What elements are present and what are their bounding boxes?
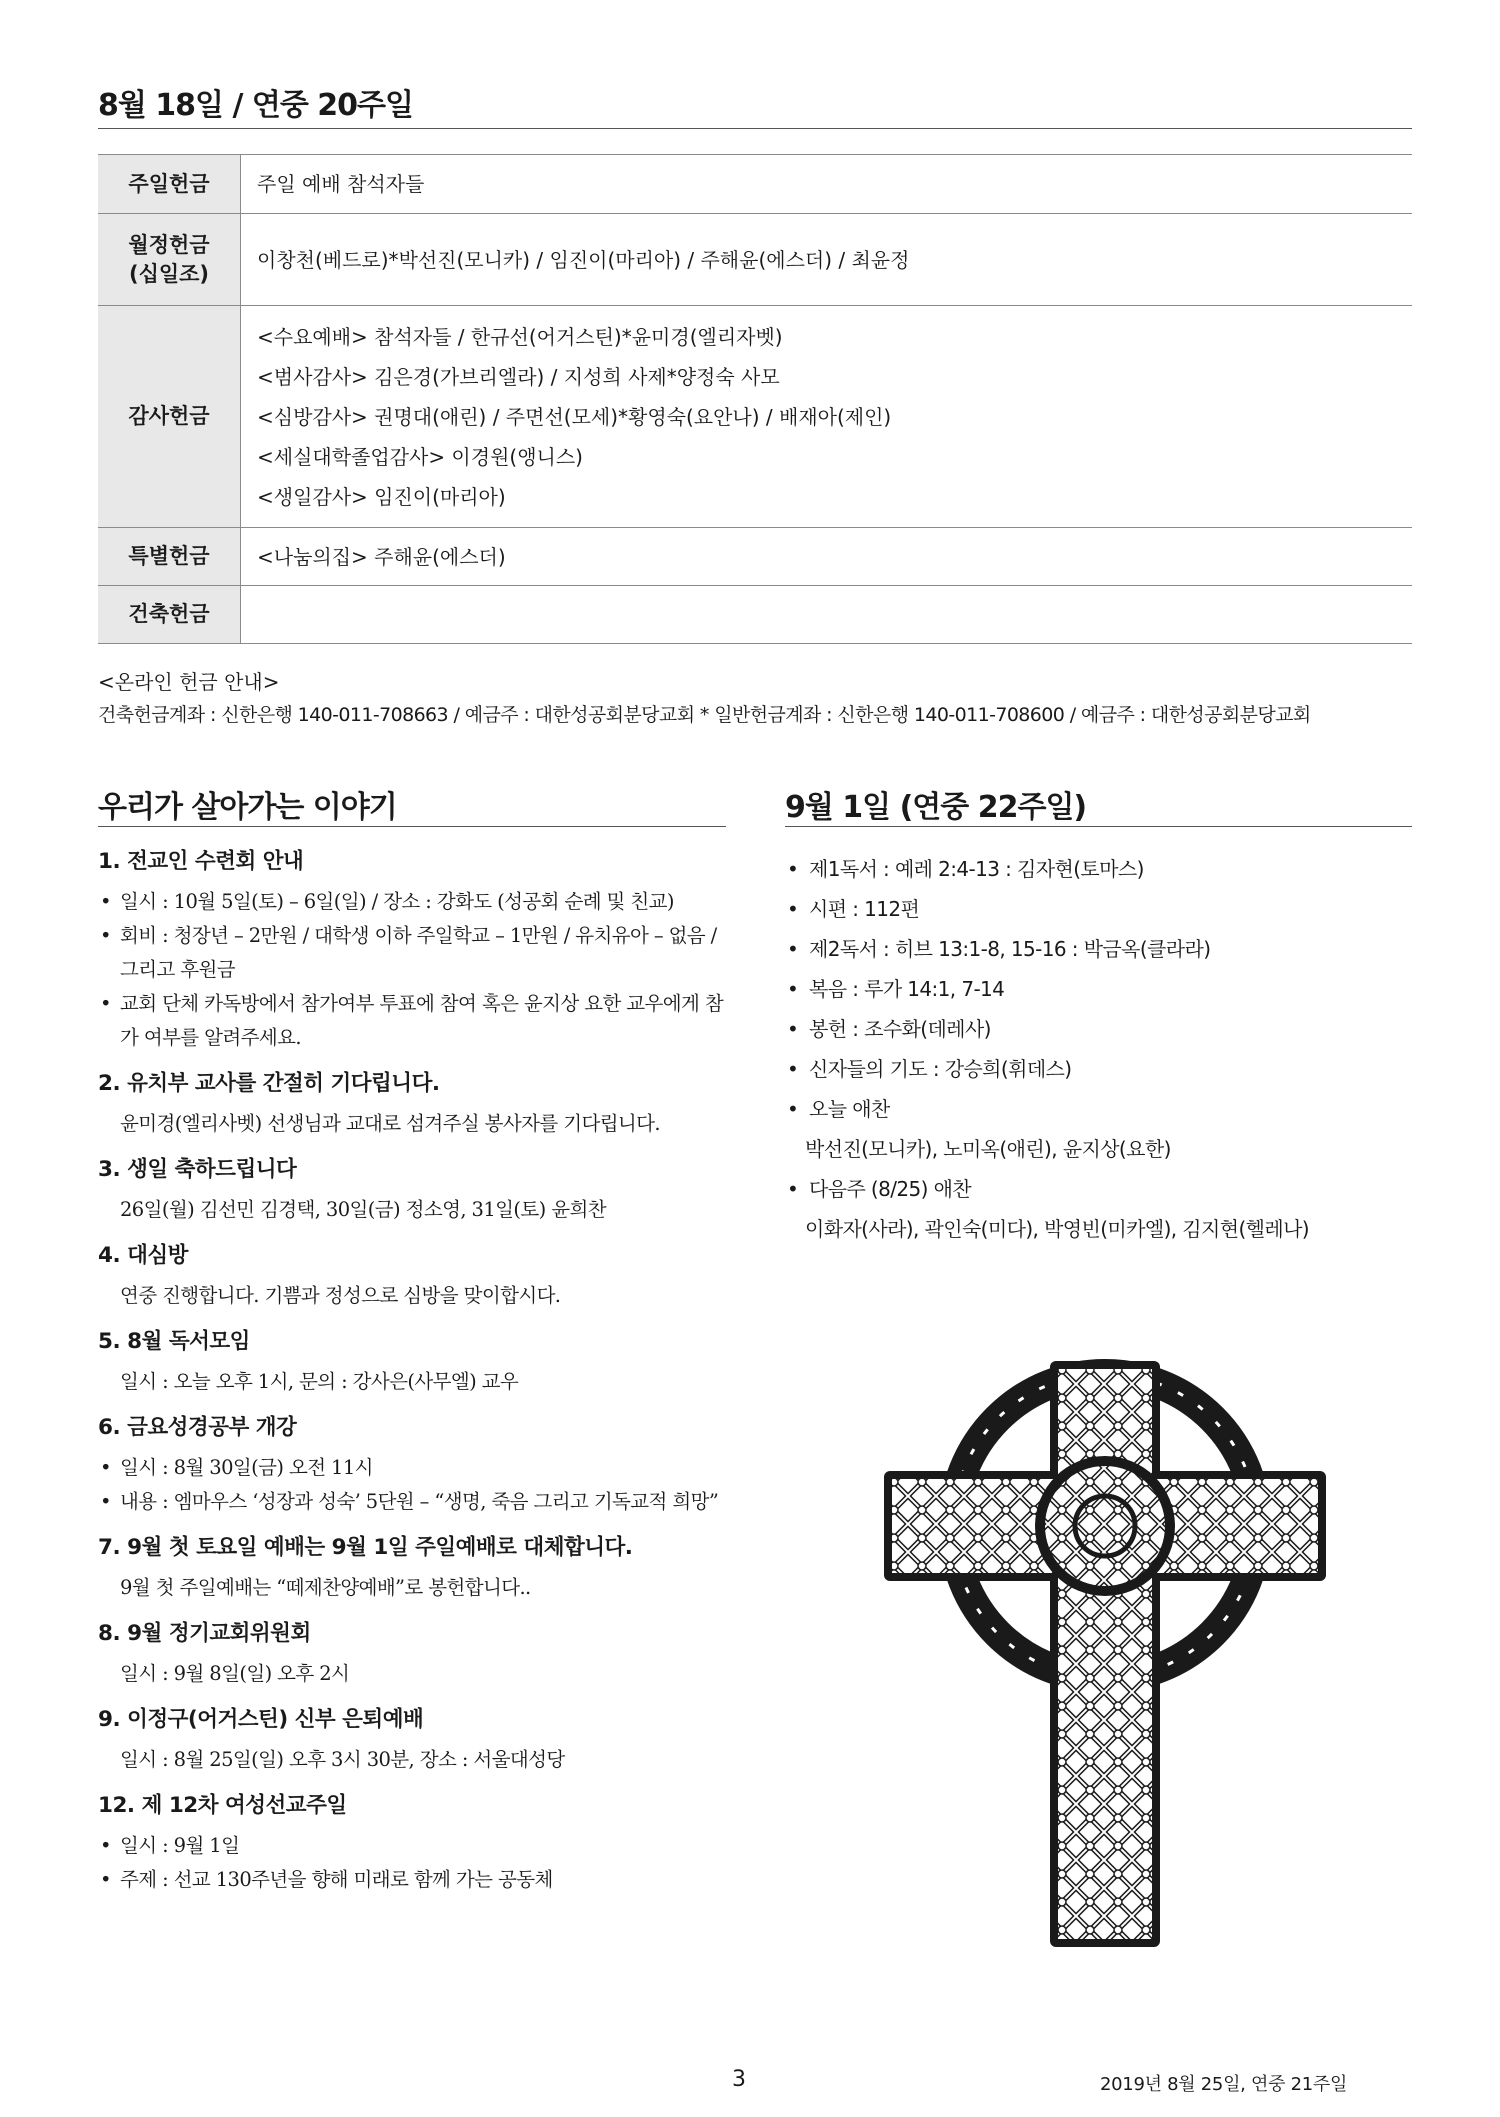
offering-label: 건축헌금 xyxy=(98,586,241,644)
online-offering-title: <온라인 헌금 안내> xyxy=(98,670,280,694)
story-item xyxy=(98,847,726,1055)
story-item xyxy=(98,1619,726,1691)
offering-table xyxy=(98,154,1412,644)
story-bullets xyxy=(98,885,726,1055)
story-heading: 6. 금요성경공부 개강 xyxy=(98,1415,297,1440)
story-text: 9월 첫 주일예배는 “떼제찬양예배”로 봉헌합니다.. xyxy=(120,1576,531,1599)
story-bullet: • 교회 단체 카독방에서 참가여부 투표에 참여 혹은 윤지상 요한 교우에게 참가 여부를 알려주세요. xyxy=(98,987,726,1055)
offering-line: <수요예배> 참석자들 / 한규선(어거스틴)*윤미경(엘리자벳) xyxy=(257,324,783,349)
story-bullet: • 일시 : 9월 1일 xyxy=(98,1829,726,1863)
story-bullets xyxy=(98,1829,726,1897)
liturgy-item-label: 오늘 애찬 xyxy=(809,1097,890,1121)
story-text: 일시 : 8월 25일(일) 오후 3시 30분, 장소 : 서울대성당 xyxy=(120,1748,565,1771)
story-heading: 12. 제 12차 여성선교주일 xyxy=(98,1793,347,1818)
story-text: 연중 진행합니다. 기쁨과 정성으로 심방을 맞이합시다. xyxy=(120,1284,561,1307)
stories-list xyxy=(98,847,726,1911)
celtic-cross-icon xyxy=(880,1356,1330,1952)
liturgy-item xyxy=(785,1089,1385,1169)
offering-label xyxy=(98,214,241,306)
story-bullets xyxy=(98,1451,726,1519)
story-heading: 5. 8월 독서모임 xyxy=(98,1329,250,1354)
liturgy-list xyxy=(785,849,1385,1249)
story-item xyxy=(98,1327,726,1399)
liturgy-item: • 제1독서 : 예레 2:4-13 : 김자현(토마스) xyxy=(785,849,1385,889)
story-text: 윤미경(엘리사벳) 선생님과 교대로 섬겨주실 봉사자를 기다립니다. xyxy=(120,1112,661,1135)
sept1-list xyxy=(785,849,1385,1249)
story-text: 일시 : 오늘 오후 1시, 문의 : 강사은(사무엘) 교우 xyxy=(120,1370,519,1393)
story-text: 26일(월) 김선민 김경택, 30일(금) 정소영, 31일(토) 윤희찬 xyxy=(120,1198,606,1221)
offering-row xyxy=(98,528,1412,586)
liturgy-item xyxy=(785,1169,1385,1249)
story-bullet: • 회비 : 청장년 – 2만원 / 대학생 이하 주일학교 – 1만원 / 유치유아 – 없음 / 그리고 후원금 xyxy=(98,919,726,987)
offering-value: <나눔의집> 주해윤(에스더) xyxy=(241,528,1413,586)
stories-rule xyxy=(98,826,726,827)
story-heading: 8. 9월 정기교회위원회 xyxy=(98,1621,311,1646)
story-heading: 7. 9월 첫 토요일 예배는 9월 1일 주일예배로 대체합니다. xyxy=(98,1535,633,1560)
footer-date: 2019년 8월 25일, 연중 21주일 xyxy=(1100,2074,1348,2095)
offering-value xyxy=(241,306,1413,528)
offering-line: <세실대학졸업감사> 이경원(앵니스) xyxy=(257,444,583,469)
story-item xyxy=(98,1791,726,1897)
liturgy-item-label: 다음주 (8/25) 애찬 xyxy=(809,1177,972,1201)
story-text: 일시 : 9월 8일(일) 오후 2시 xyxy=(120,1662,350,1685)
offering-row xyxy=(98,214,1412,306)
page-number: 3 xyxy=(732,2067,746,2092)
offering-label: 특별헌금 xyxy=(98,528,241,586)
page-title: 8월 18일 / 연중 20주일 xyxy=(98,88,413,123)
liturgy-item-names: 박선진(모니카), 노미옥(애린), 윤지상(요한) xyxy=(805,1137,1171,1161)
offering-label: 감사헌금 xyxy=(98,306,241,528)
story-bullet: • 내용 : 엠마우스 ‘성장과 성숙’ 5단원 – “생명, 죽음 그리고 기독교적 희망” xyxy=(98,1485,726,1519)
liturgy-item: • 시편 : 112편 xyxy=(785,889,1385,929)
story-heading: 3. 생일 축하드립니다 xyxy=(98,1157,297,1182)
story-item xyxy=(98,1241,726,1313)
offering-value: 이창천(베드로)*박선진(모니카) / 임진이(마리아) / 주해윤(에스더) / 최윤정 xyxy=(241,214,1413,306)
title-rule xyxy=(98,128,1412,129)
story-bullet: • 일시 : 8월 30일(금) 오전 11시 xyxy=(98,1451,726,1485)
story-heading: 4. 대심방 xyxy=(98,1243,188,1268)
story-item xyxy=(98,1705,726,1777)
story-bullet: • 주제 : 선교 130주년을 향해 미래로 함께 가는 공동체 xyxy=(98,1863,726,1897)
liturgy-item: • 봉헌 : 조수화(데레사) xyxy=(785,1009,1385,1049)
sept1-rule xyxy=(785,826,1412,827)
liturgy-item-names: 이화자(사라), 곽인숙(미다), 박영빈(미카엘), 김지현(헬레나) xyxy=(805,1217,1310,1241)
offering-label-line: (십일조) xyxy=(128,261,210,286)
story-item xyxy=(98,1533,726,1605)
story-heading: 2. 유치부 교사를 간절히 기다립니다. xyxy=(98,1071,440,1096)
story-heading: 9. 이정구(어거스틴) 신부 은퇴예배 xyxy=(98,1707,424,1732)
offering-label-line: 월정헌금 xyxy=(128,232,210,257)
stories-title: 우리가 살아가는 이야기 xyxy=(98,790,397,825)
story-item xyxy=(98,1155,726,1227)
story-heading: 1. 전교인 수련회 안내 xyxy=(98,849,304,874)
story-item xyxy=(98,1413,726,1519)
offering-row xyxy=(98,586,1412,644)
offering-line: <심방감사> 권명대(애린) / 주면선(모세)*황영숙(요안나) / 배재아(제인) xyxy=(257,404,892,429)
offering-line: <범사감사> 김은경(가브리엘라) / 지성희 사제*양정숙 사모 xyxy=(257,364,780,389)
online-offering-accounts: 건축헌금계좌 : 신한은행 140-011-708663 / 예금주 : 대한성공회분당교회 * 일반헌금계좌 : 신한은행 140-011-708600 / 예금주 : 대한성공회분당교회 xyxy=(98,704,1311,726)
liturgy-item: • 신자들의 기도 : 강승희(휘데스) xyxy=(785,1049,1385,1089)
liturgy-item: • 제2독서 : 히브 13:1-8, 15-16 : 박금옥(클라라) xyxy=(785,929,1385,969)
offering-value: 주일 예배 참석자들 xyxy=(241,155,1413,214)
liturgy-item: • 복음 : 루가 14:1, 7-14 xyxy=(785,969,1385,1009)
sept1-title: 9월 1일 (연중 22주일) xyxy=(785,790,1087,825)
story-item xyxy=(98,1069,726,1141)
offering-row xyxy=(98,306,1412,528)
offering-line: <생일감사> 임진이(마리아) xyxy=(257,484,506,509)
offering-row xyxy=(98,155,1412,214)
offering-label: 주일헌금 xyxy=(98,155,241,214)
story-bullet: • 일시 : 10월 5일(토) – 6일(일) / 장소 : 강화도 (성공회 순례 및 친교) xyxy=(98,885,726,919)
offering-value xyxy=(241,586,1413,644)
